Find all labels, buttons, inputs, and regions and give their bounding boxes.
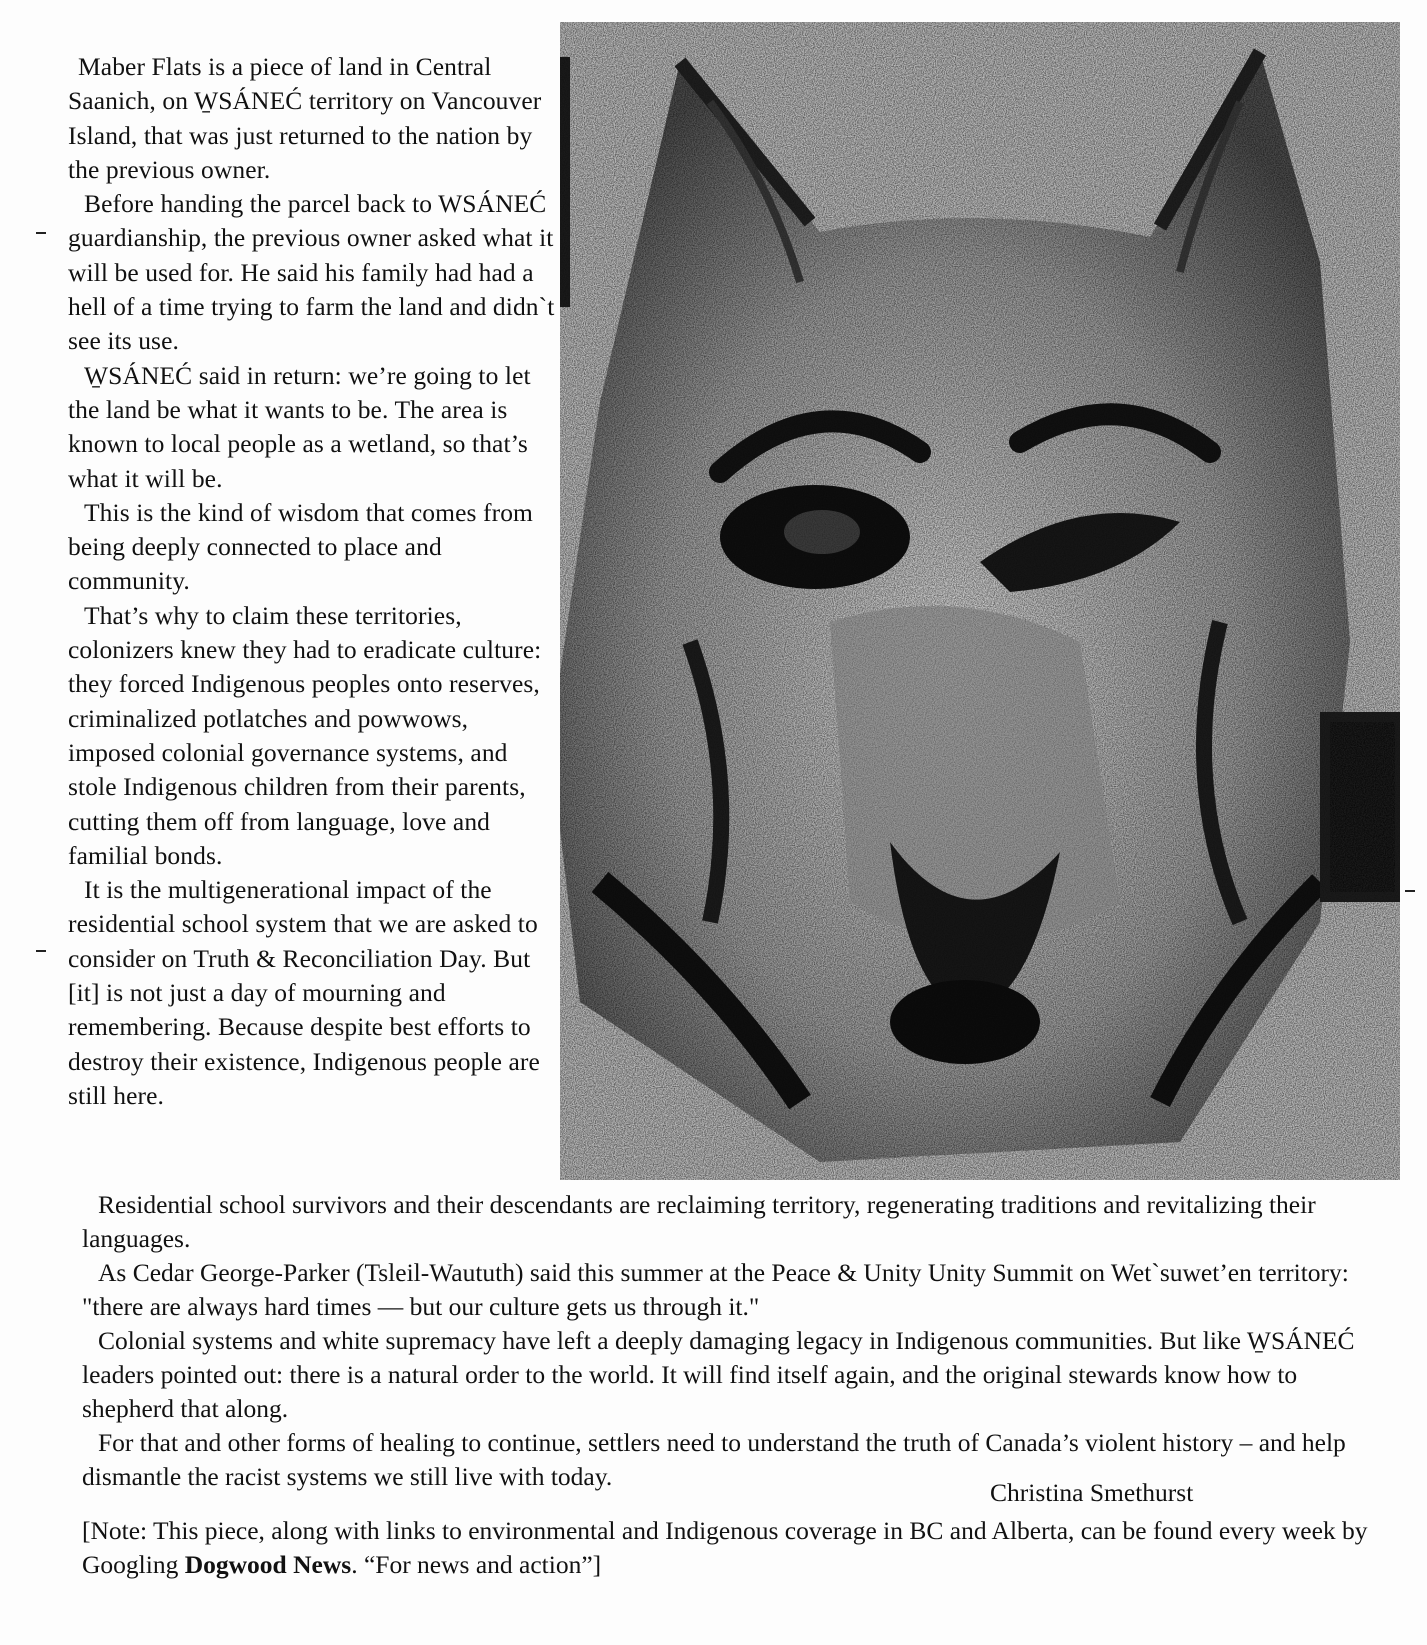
margin-mark	[36, 232, 46, 234]
article-paragraph: Residential school survivors and their descendants are reclaiming territory, regenerating traditions and revitalizing their languages.	[82, 1190, 1316, 1253]
editor-note	[82, 1514, 1382, 1582]
margin-mark	[1405, 890, 1415, 892]
note-prefix: [Note: This piece, along with links to environmental and Indigenous coverage in BC and Alberta, can be found every week by Googling	[82, 1516, 1368, 1579]
article-column	[68, 50, 560, 1113]
note-suffix: . “For news and action”]	[351, 1550, 602, 1579]
article-paragraph: That’s why to claim these territories, colonizers knew they had to eradicate culture: they forced Indigenous peoples onto reserves, criminalized potlatches and powwows, imposed colonial governance systems, and stole Indigenous children from their parents, cutting them off from language, love and familial bonds.	[68, 600, 542, 870]
article-paragraph: Maber Flats is a piece of land in Central Saanich, on W̱SÁNEĆ territory on Vancouver Island, that was just returned to the nation by the previous owner.	[68, 52, 542, 184]
wolf-mask-photo	[560, 22, 1400, 1180]
article-paragraph: As Cedar George-Parker (Tsleil-Waututh) said this summer at the Peace & Unity Unity Summit on Wet`suwet’en territory: "there are always hard times — but our culture gets us through it."	[82, 1258, 1349, 1321]
article-continuation	[82, 1188, 1382, 1494]
author-byline: Christina Smethurst	[990, 1478, 1194, 1507]
article-paragraph: It is the multigenerational impact of the residential school system that we are asked to consider on Truth & Reconciliation Day. But [it] is not just a day of mourning and remembering. Because despite best efforts to destroy their existence, Indigenous people are still here.	[68, 875, 540, 1110]
article-paragraph: For that and other forms of healing to continue, settlers need to understand the truth of Canada’s violent history – and help dismantle the racist systems we still live with today.	[82, 1428, 1346, 1491]
article-paragraph: W̱SÁNEĆ said in return: we’re going to let the land be what it wants to be. The area is known to local people as a wetland, so that’s what it will be.	[68, 360, 531, 493]
margin-mark	[36, 950, 46, 952]
note-source-name: Dogwood News	[184, 1550, 352, 1579]
article-paragraph: Before handing the parcel back to WSÁNEĆ guardianship, the previous owner asked what it will be used for. He said his family had had a hell of a time trying to farm the land and didn`t see its use.	[68, 189, 555, 356]
article-paragraph: Colonial systems and white supremacy have left a deeply damaging legacy in Indigenous communities. But like W̱SÁNEĆ leaders pointed out: there is a natural order to the world. It will find itself again, and the original stewards know how to shepherd that along.	[82, 1326, 1355, 1423]
article-paragraph: This is the kind of wisdom that comes from being deeply connected to place and community.	[68, 497, 533, 596]
